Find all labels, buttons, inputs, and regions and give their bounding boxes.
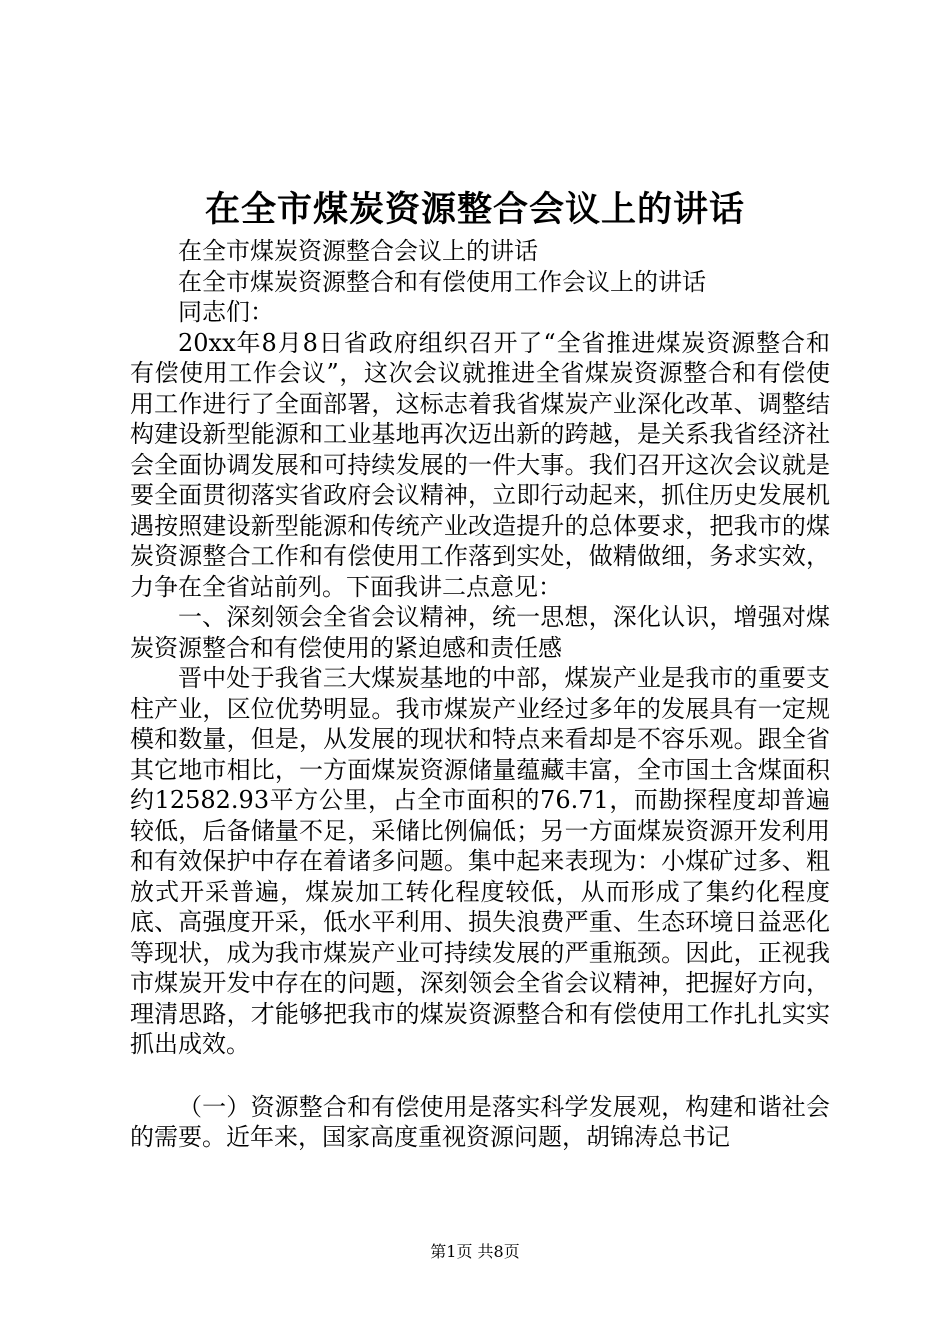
body-paragraph-section-heading: 一、深刻领会全省会议精神，统一思想，深化认识，增强对煤炭资源整合和有偿使用的紧迫感和责任感	[130, 603, 830, 662]
document-body	[130, 236, 830, 1153]
body-paragraph-subsection-one: （一）资源整合和有偿使用是落实科学发展观，构建和谐社会的需要。近年来，国家高度重视资源问题，胡锦涛总书记	[130, 1092, 830, 1151]
document-title: 在全市煤炭资源整合会议上的讲话	[204, 189, 745, 230]
body-paragraph-salutation: 同志们：	[178, 298, 274, 326]
page-indicator: 第1页 共8页	[430, 1242, 520, 1261]
body-paragraph-subtitle: 在全市煤炭资源整合会议上的讲话	[178, 237, 538, 265]
body-paragraph-subtitle-full: 在全市煤炭资源整合和有偿使用工作会议上的讲话	[178, 267, 706, 296]
body-paragraph-background: 晋中处于我省三大煤炭基地的中部，煤炭产业是我市的重要支柱产业，区位优势明显。我市煤炭产业经过多年的发展具有一定规模和数量，但是，从发展的现状和特点来看却是不容乐观。跟全省其它地市相比，一方面煤炭资源储量蕴藏丰富，全市国土含煤面积约12582.93平方公里，占全市面积的76.71，而勘探程度却普遍较低，后备储量不足，采储比例偏低；另一方面煤炭资源开发利用和有效保护中存在着诸多问题。集中起来表现为：小煤矿过多、粗放式开采普遍，煤炭加工转化程度较低，从而形成了集约化程度底、高强度开采，低水平利用、损失浪费严重、生态环境日益恶化等现状，成为我市煤炭产业可持续发展的严重瓶颈。因此，正视我市煤炭开发中存在的问题，深刻领会全省会议精神，把握好方向，理清思路，才能够把我市的煤炭资源整合和有偿使用工作扎扎实实抓出成效。	[130, 664, 830, 1058]
body-paragraph-intro: 20xx年8月8日省政府组织召开了“全省推进煤炭资源整合和有偿使用工作会议”，这次会议就推进全省煤炭资源整合和有偿使用工作进行了全面部署，这标志着我省煤炭产业深化改革、调整结构建设新型能源和工业基地再次迈出新的跨越，是关系我省经济社会全面协调发展和可持续发展的一件大事。我们召开这次会议就是要全面贯彻落实省政府会议精神，立即行动起来，抓住历史发展机遇按照建设新型能源和传统产业改造提升的总体要求，把我市的煤炭资源整合工作和有偿使用工作落到实处，做精做细，务求实效，力争在全省站前列。下面我讲二点意见：	[130, 328, 830, 601]
